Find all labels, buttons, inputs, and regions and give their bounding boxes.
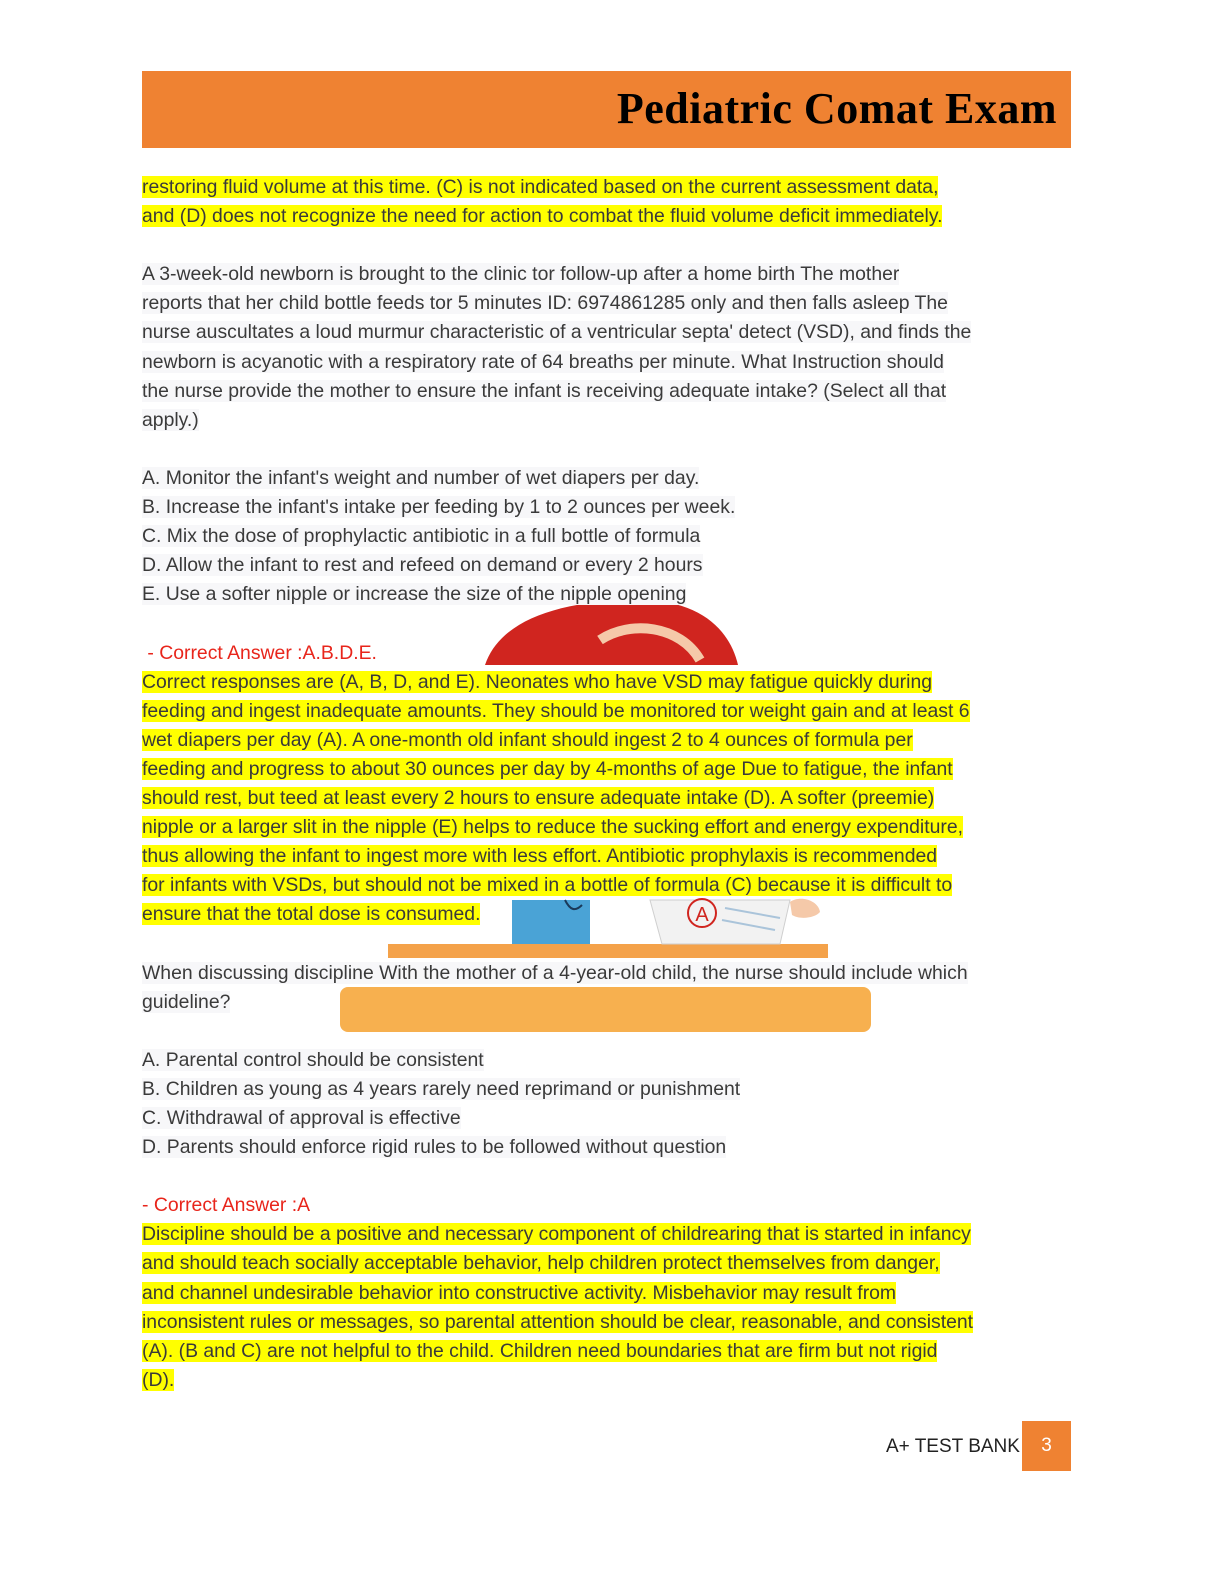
- option-c: C. Mix the dose of prophylactic antibiotic in a full bottle of formula: [142, 525, 701, 548]
- question-1-rationale: [142, 668, 1077, 930]
- rationale-line: nipple or a larger slit in the nipple (E) helps to reduce the sucking effort and energy expenditure,: [142, 816, 964, 839]
- option-e: E. Use a softer nipple or increase the size of the nipple opening: [142, 583, 687, 606]
- option-b: B. Increase the infant's intake per feeding by 1 to 2 ounces per week.: [142, 496, 736, 519]
- rationale-line: and should teach socially acceptable behavior, help children protect themselves from danger,: [142, 1252, 940, 1275]
- rationale-line: thus allowing the infant to ingest more with less effort. Antibiotic prophylaxis is recommended: [142, 845, 938, 868]
- page-title: Pediatric Comat Exam: [616, 84, 1057, 133]
- question-2-rationale: [142, 1220, 1077, 1395]
- watermark-grade: A: [695, 904, 709, 926]
- footer-label: A+ TEST BANK: [886, 1436, 1020, 1457]
- rationale-line: for infants with VSDs, but should not be mixed in a bottle of formula (C) because it is difficult to: [142, 874, 953, 897]
- option-d: D. Allow the infant to rest and refeed on demand or every 2 hours: [142, 554, 703, 577]
- stem-line: When discussing discipline With the mother of a 4-year-old child, the nurse should include which: [142, 961, 968, 984]
- question-2-answer: - Correct Answer :A: [142, 1194, 311, 1217]
- rationale-line: wet diapers per day (A). A one-month old infant should ingest 2 to 4 ounces of formula per: [142, 728, 913, 751]
- stem-line: nurse auscultates a loud murmur characteristic of a ventricular septa' detect (VSD), and finds the: [142, 321, 972, 344]
- option-a: A. Monitor the infant's weight and number of wet diapers per day.: [142, 466, 700, 489]
- question-2-stem: [142, 959, 1077, 1017]
- question-1-answer: - Correct Answer :A.B.D.E.: [142, 641, 377, 664]
- rationale-line: and channel undesirable behavior into constructive activity. Misbehavior may result from: [142, 1281, 897, 1304]
- rationale-line: Correct responses are (A, B, D, and E). Neonates who have VSD may fatigue quickly during: [142, 670, 933, 693]
- rationale-line: ensure that the total dose is consumed.: [142, 903, 481, 926]
- stem-line: the nurse provide the mother to ensure the infant is receiving adequate intake? (Select all that: [142, 379, 947, 402]
- option-c: C. Withdrawal of approval is effective: [142, 1107, 461, 1129]
- document-body: [142, 173, 1077, 1395]
- rationale-line: feeding and progress to about 30 ounces per day by 4-months of age Due to fatigue, the infant: [142, 757, 953, 780]
- stem-line: reports that her child bottle feeds tor 5 minutes ID: 6974861285 only and then falls asleep The: [142, 292, 948, 315]
- stem-line: A 3-week-old newborn is brought to the clinic tor follow-up after a home birth The mother: [142, 263, 900, 286]
- question-1-options: [142, 464, 1077, 609]
- rationale-line: Discipline should be a positive and necessary component of childrearing that is started in infancy: [142, 1223, 971, 1246]
- option-b: B. Children as young as 4 years rarely need reprimand or punishment: [142, 1077, 741, 1100]
- page-number-box: [1022, 1421, 1071, 1471]
- question-1-stem: [142, 260, 1077, 435]
- rationale-line: inconsistent rules or messages, so parental attention should be clear, reasonable, and consistent: [142, 1310, 974, 1333]
- intro-line: restoring fluid volume at this time. (C) is not indicated based on the current assessment data,: [142, 176, 939, 198]
- rationale-line: (A). (B and C) are not helpful to the child. Children need boundaries that are firm but not rigid: [142, 1339, 938, 1362]
- intro-line: and (D) does not recognize the need for action to combat the fluid volume deficit immediately.: [142, 205, 943, 228]
- option-a: A. Parental control should be consistent: [142, 1048, 484, 1071]
- rationale-line: (D).: [142, 1368, 175, 1391]
- stem-line: newborn is acyanotic with a respiratory rate of 64 breaths per minute. What Instruction should: [142, 350, 944, 373]
- page-number: 3: [1041, 1435, 1052, 1456]
- stem-line: guideline?: [142, 990, 231, 1013]
- rationale-line: should rest, but teed at least every 2 hours to ensure adequate intake (D). A softer (preemie): [142, 786, 935, 809]
- question-2-options: [142, 1046, 1077, 1162]
- rationale-line: feeding and ingest inadequate amounts. They should be monitored tor weight gain and at least 6: [142, 699, 970, 722]
- stem-line: apply.): [142, 408, 199, 431]
- option-d: D. Parents should enforce rigid rules to be followed without question: [142, 1136, 727, 1159]
